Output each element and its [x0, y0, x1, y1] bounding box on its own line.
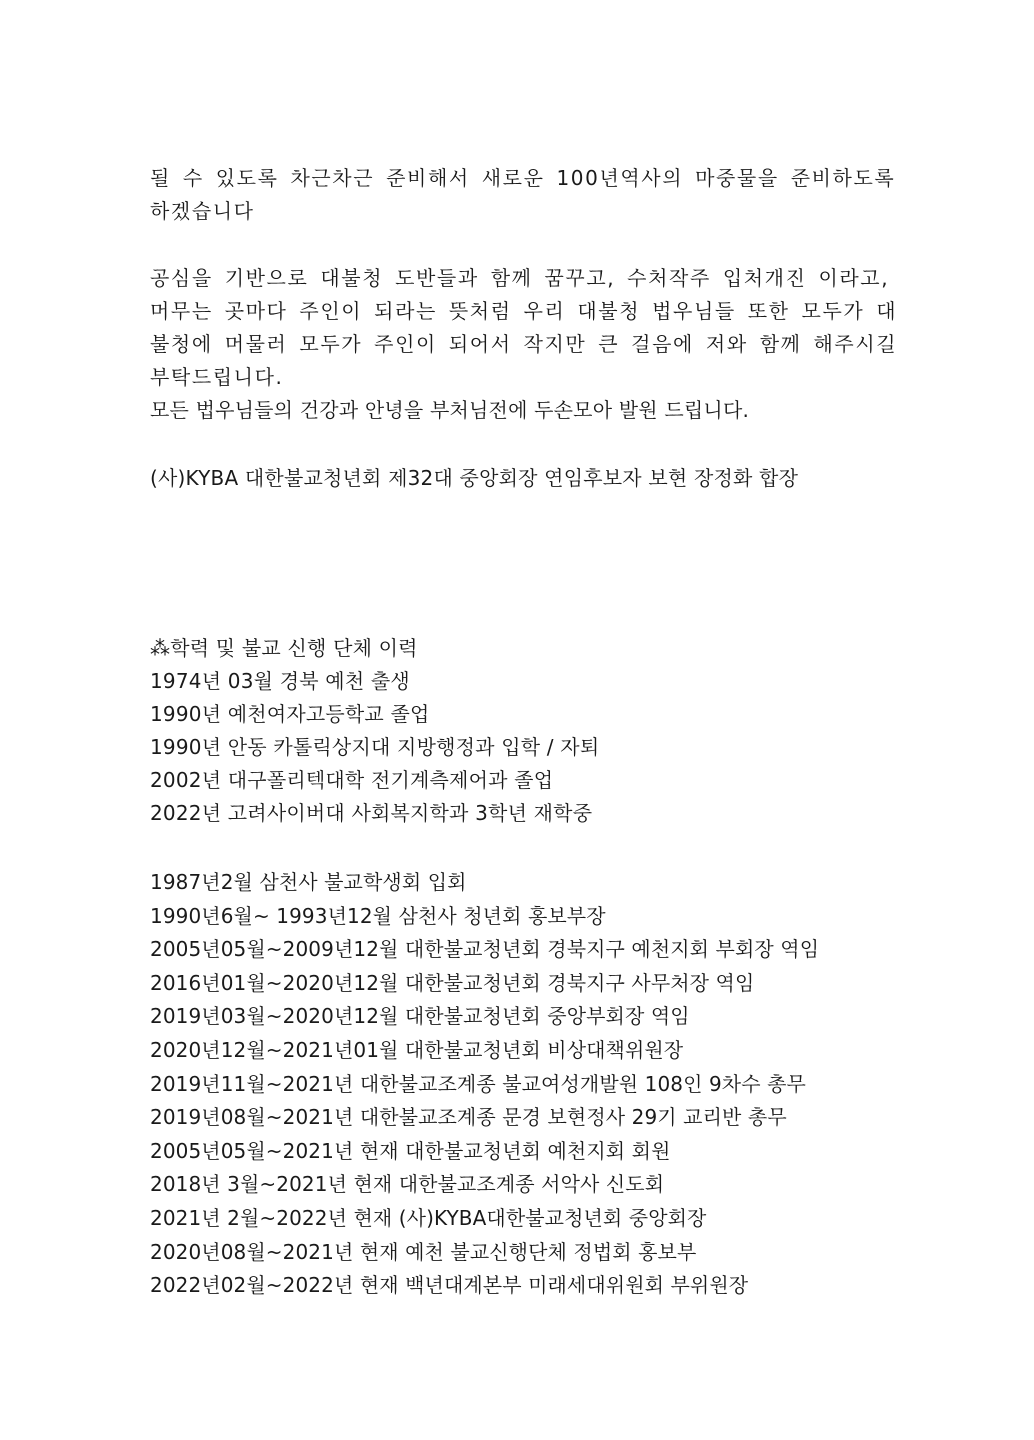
history-item: 2019년08월~2021년 대한불교조계종 문경 보현정사 29기 교리반 총무	[150, 1105, 787, 1130]
history-item: 2020년08월~2021년 현재 예천 불교신행단체 정법회 홍보부	[150, 1239, 697, 1264]
history-item: 2021년 2월~2022년 현재 (사)KYBA대한불교청년회 중앙회장	[150, 1205, 707, 1230]
history-item: 2005년05월~2021년 현재 대한불교청년회 예천지회 회원	[150, 1138, 671, 1163]
activity-history-section	[150, 866, 910, 1303]
signature	[150, 462, 910, 495]
history-item: 2016년01월~2020년12월 대한불교청년회 경북지구 사무처장 역임	[150, 970, 755, 995]
paragraph-line: 부탁드립니다.	[150, 365, 284, 389]
closing-paragraph	[150, 162, 910, 228]
history-item: 2020년12월~2021년01월 대한불교청년회 비상대책위원장	[150, 1037, 684, 1062]
history-item: 2005년05월~2009년12월 대한불교청년회 경북지구 예천지회 부회장 역임	[150, 937, 820, 962]
education-item: 1990년 안동 카톨릭상지대 지방행정과 입학 / 자퇴	[150, 735, 600, 759]
paragraph-line: 공심을 기반으로 대불청 도반들과 함께 꿈꾸고, 수처작주 입처개진 이라고,	[150, 266, 890, 290]
signature-line: (사)KYBA 대한불교청년회 제32대 중앙회장 연임후보자 보현 장정화 합장	[150, 466, 799, 490]
paragraph-line: 불청에 머물러 모두가 주인이 되어서 작지만 큰 걸음에 저와 함께 해주시길	[150, 332, 898, 356]
education-item: 2022년 고려사이버대 사회복지학과 3학년 재학중	[150, 801, 593, 825]
history-item: 2019년11월~2021년 대한불교조계종 불교여성개발원 108인 9차수 총무	[150, 1071, 806, 1096]
education-item: 1990년 예천여자고등학교 졸업	[150, 702, 430, 726]
education-section	[150, 632, 910, 830]
history-item: 1987년2월 삼천사 불교학생회 입회	[150, 870, 467, 894]
wish-paragraph	[150, 262, 910, 427]
education-item: 1974년 03월 경북 예천 출생	[150, 669, 410, 693]
paragraph-line: 하겠습니다	[150, 199, 255, 223]
education-heading: ⁂학력 및 불교 신행 단체 이력	[150, 636, 418, 660]
history-item: 2018년 3월~2021년 현재 대한불교조계종 서악사 신도회	[150, 1172, 665, 1197]
education-item: 2002년 대구폴리텍대학 전기계측제어과 졸업	[150, 768, 554, 792]
paragraph-line: 머무는 곳마다 주인이 되라는 뜻처럼 우리 대불청 법우님들 또한 모두가 대	[150, 299, 898, 323]
paragraph-line: 모든 법우님들의 건강과 안녕을 부처님전에 두손모아 발원 드립니다.	[150, 398, 750, 422]
paragraph-line: 될 수 있도록 차근차근 준비해서 새로운 100년역사의 마중물을 준비하도록	[150, 166, 896, 190]
history-item: 1990년6월~ 1993년12월 삼천사 청년회 홍보부장	[150, 903, 606, 928]
history-item: 2019년03월~2020년12월 대한불교청년회 중앙부회장 역임	[150, 1004, 690, 1029]
history-item: 2022년02월~2022년 현재 백년대계본부 미래세대위원회 부위원장	[150, 1273, 749, 1298]
